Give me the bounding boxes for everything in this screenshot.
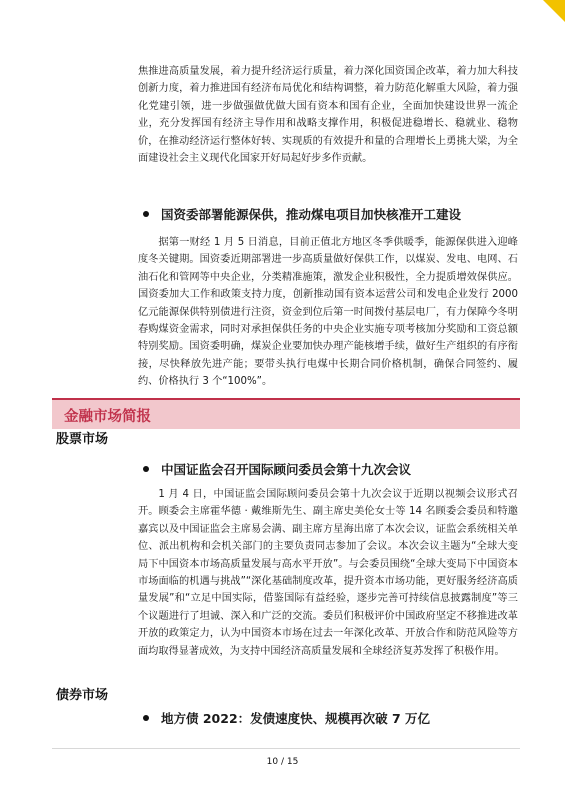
bullet-icon — [143, 211, 149, 217]
intro-paragraph: 焦推进高质量发展，着力提升经济运行质量，着力深化国资国企改革，着力加大科技创新力度，着力推进国有经济布局优化和结构调整，着力防范化解重大风险，着力强化党建引领，进一步做强做优做大国有资本和国有企业，全面加快建设世界一流企业，充分发挥国有经济主导作用和战略支撑作用，积极促进稳增长、稳就业、稳物价，在推动经济运行整体好转、实现质的有效提升和量的合理增长上勇挑大梁，为全面建设社会主义现代化国家开好局起好步多作贡献。 — [138, 66, 518, 165]
corner-accent — [543, 0, 565, 22]
section-title: 金融市场简报 — [64, 409, 151, 425]
section-banner — [52, 398, 520, 429]
item1-heading — [143, 205, 543, 223]
footer-divider — [52, 748, 520, 749]
bond-market-title: 债券市场 — [56, 688, 109, 703]
page-number: 10 / 15 — [266, 757, 299, 767]
bullet-icon — [143, 466, 149, 472]
item1-heading-text: 国资委部署能源保供，推动煤电项目加快核准开工建设 — [161, 207, 462, 222]
stock-market-title: 股票市场 — [56, 432, 109, 447]
item2-heading — [143, 460, 543, 478]
item2-heading-text: 中国证监会召开国际顾问委员会第十九次会议 — [161, 462, 412, 477]
bullet-icon — [143, 715, 149, 721]
item3-heading — [143, 709, 543, 727]
item3-heading-text: 地方债 2022：发债速度快、规模再次破 7 万亿 — [161, 711, 431, 726]
item2-paragraph: 1 月 4 日，中国证监会国际顾问委员会第十九次会议于近期以视频会议形式召开。顾委会主席霍华德 · 戴维斯先生、副主席史美伦女士等 14 名顾委会委员和特邀嘉宾以及中国证监会主席易会满、副主席方星海出席了本次会议，证监会系统相关单位、派出机构和会机关部门的主要负责同志参加了会议。本次会议主题为“全球大变局下中国资本市场高质量发展与高水平开放”。与会委员围绕“全球大变局下中国资本市场面临的机遇与挑战”“深化基础制度改革，提升资本市场功能，更好服务经济高质量发展”和“立足中国实际，借鉴国际有益经验，逐步完善可持续信息披露制度”等三个议题进行了坦诚、深入和广泛的交流。委员们积极评价中国政府坚定不移推进改革开放的政策定力，认为中国资本市场在过去一年深化改革、开放合作和防范风险等方面均取得显著成效，为支持中国经济高质量发展和全球经济复苏发挥了积极作用。 — [138, 489, 518, 657]
item1-paragraph: 据第一财经 1 月 5 日消息，目前正值北方地区冬季供暖季，能源保供进入迎峰度冬关键期。国资委近期部署进一步高质量做好保供工作，以煤炭、发电、电网、石油石化和管网等中央企业，分类精准施策，激发企业积极性，全力提质增效保供应。国资委加大工作和政策支持力度，创新推动国有资本运营公司和发电企业发行 2000 亿元能源保供特别债进行注资，资金到位后第一时间拨付基层电厂，有力保障今冬明春购煤资金需求，同时对承担保供任务的中央企业实施专项考核加分奖励和工资总额特别奖励。国资委明确，煤炭企业要加快办理产能核增手续，做好生产组织的有序衔接，尽快释放先进产能；要带头执行电煤中长期合同价格机制，确保合同签约、履约、价格执行 3 个“100%”。 — [138, 237, 518, 388]
